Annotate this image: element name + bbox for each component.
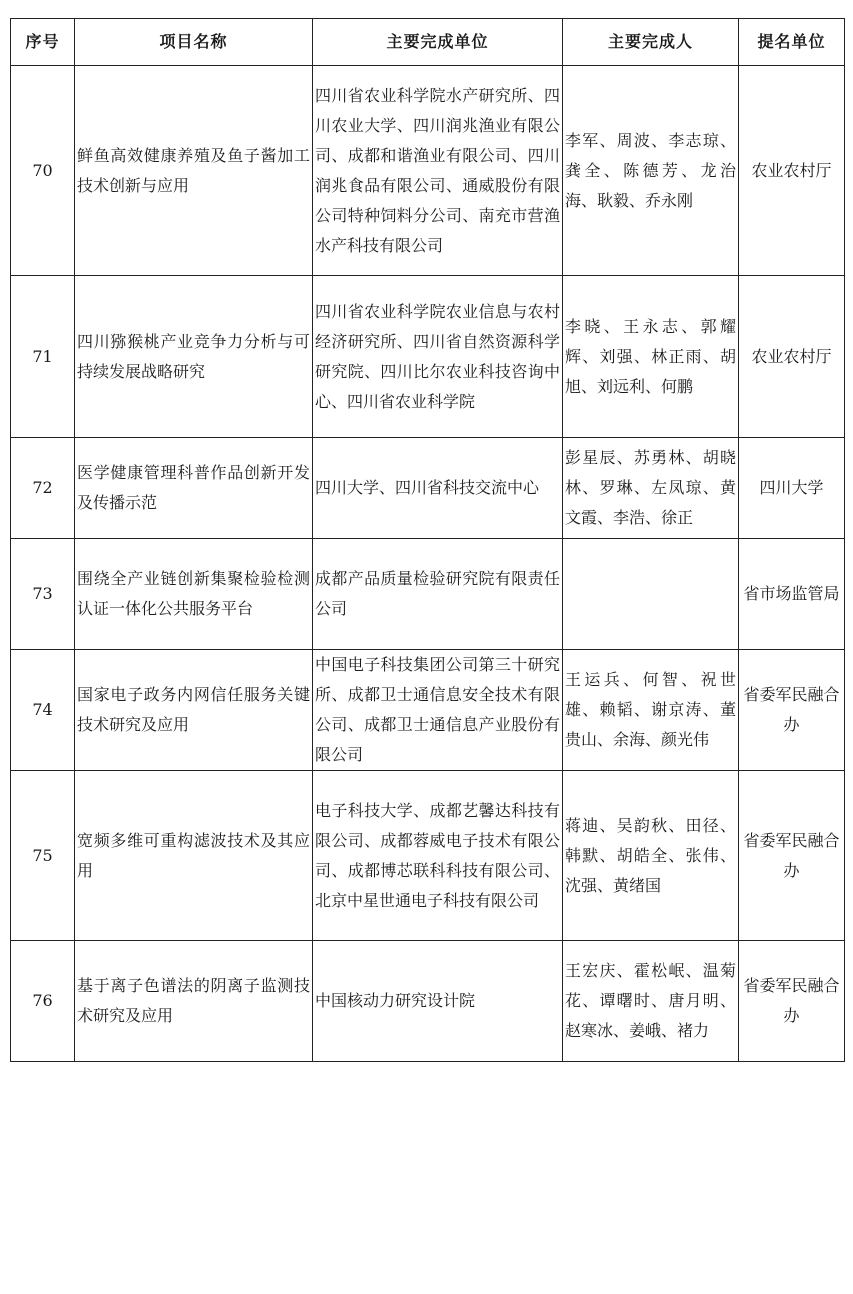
table-row — [11, 771, 845, 941]
table-row — [11, 438, 845, 539]
header-nominator: 提名单位 — [739, 19, 845, 66]
cell-nominator: 省委军民融合办 — [739, 941, 845, 1062]
cell-units: 四川省农业科学院农业信息与农村经济研究所、四川省自然资源科学研究院、四川比尔农业科技咨询中心、四川省农业科学院 — [313, 276, 563, 438]
cell-people: 李晓、王永志、郭耀辉、刘强、林正雨、胡旭、刘远利、何鹏 — [563, 276, 739, 438]
cell-nominator: 农业农村厅 — [739, 66, 845, 276]
cell-people: 彭星辰、苏勇林、胡晓林、罗琳、左凤琼、黄文霞、李浩、徐正 — [563, 438, 739, 539]
cell-people — [563, 539, 739, 650]
cell-people: 李军、周波、李志琼、龚全、陈德芳、龙治海、耿毅、乔永刚 — [563, 66, 739, 276]
cell-units: 中国电子科技集团公司第三十研究所、成都卫士通信息安全技术有限公司、成都卫士通信息产业股份有限公司 — [313, 650, 563, 771]
cell-units: 中国核动力研究设计院 — [313, 941, 563, 1062]
cell-project: 宽频多维可重构滤波技术及其应用 — [75, 771, 313, 941]
cell-project: 围绕全产业链创新集聚检验检测认证一体化公共服务平台 — [75, 539, 313, 650]
cell-nominator: 农业农村厅 — [739, 276, 845, 438]
cell-units: 成都产品质量检验研究院有限责任公司 — [313, 539, 563, 650]
table-row — [11, 276, 845, 438]
header-units: 主要完成单位 — [313, 19, 563, 66]
header-index: 序号 — [11, 19, 75, 66]
table-row — [11, 650, 845, 771]
awards-table — [10, 18, 845, 1062]
header-people: 主要完成人 — [563, 19, 739, 66]
cell-units: 四川大学、四川省科技交流中心 — [313, 438, 563, 539]
header-row — [11, 19, 845, 66]
cell-nominator: 省委军民融合办 — [739, 771, 845, 941]
table-row — [11, 539, 845, 650]
cell-units: 四川省农业科学院水产研究所、四川农业大学、四川润兆渔业有限公司、成都和谐渔业有限公司、四川润兆食品有限公司、通威股份有限公司特种饲料分公司、南充市营渔水产科技有限公司 — [313, 66, 563, 276]
cell-nominator: 省委军民融合办 — [739, 650, 845, 771]
cell-project: 医学健康管理科普作品创新开发及传播示范 — [75, 438, 313, 539]
cell-project: 鲜鱼高效健康养殖及鱼子酱加工技术创新与应用 — [75, 66, 313, 276]
cell-index: 72 — [11, 438, 75, 539]
table-row — [11, 66, 845, 276]
header-project: 项目名称 — [75, 19, 313, 66]
cell-index: 70 — [11, 66, 75, 276]
cell-index: 74 — [11, 650, 75, 771]
cell-people: 王宏庆、霍松岷、温菊花、谭曙时、唐月明、赵寒冰、姜峨、褚力 — [563, 941, 739, 1062]
cell-people: 王运兵、何智、祝世雄、赖韬、谢京涛、董贵山、余海、颜光伟 — [563, 650, 739, 771]
cell-people: 蒋迪、吴韵秋、田径、韩默、胡皓全、张伟、沈强、黄绪国 — [563, 771, 739, 941]
cell-index: 76 — [11, 941, 75, 1062]
cell-project: 国家电子政务内网信任服务关键技术研究及应用 — [75, 650, 313, 771]
cell-index: 71 — [11, 276, 75, 438]
cell-index: 73 — [11, 539, 75, 650]
cell-nominator: 省市场监管局 — [739, 539, 845, 650]
cell-units: 电子科技大学、成都艺馨达科技有限公司、成都蓉威电子技术有限公司、成都博芯联科科技有限公司、北京中星世通电子科技有限公司 — [313, 771, 563, 941]
table-row — [11, 941, 845, 1062]
cell-project: 基于离子色谱法的阴离子监测技术研究及应用 — [75, 941, 313, 1062]
cell-project: 四川猕猴桃产业竞争力分析与可持续发展战略研究 — [75, 276, 313, 438]
cell-nominator: 四川大学 — [739, 438, 845, 539]
cell-index: 75 — [11, 771, 75, 941]
